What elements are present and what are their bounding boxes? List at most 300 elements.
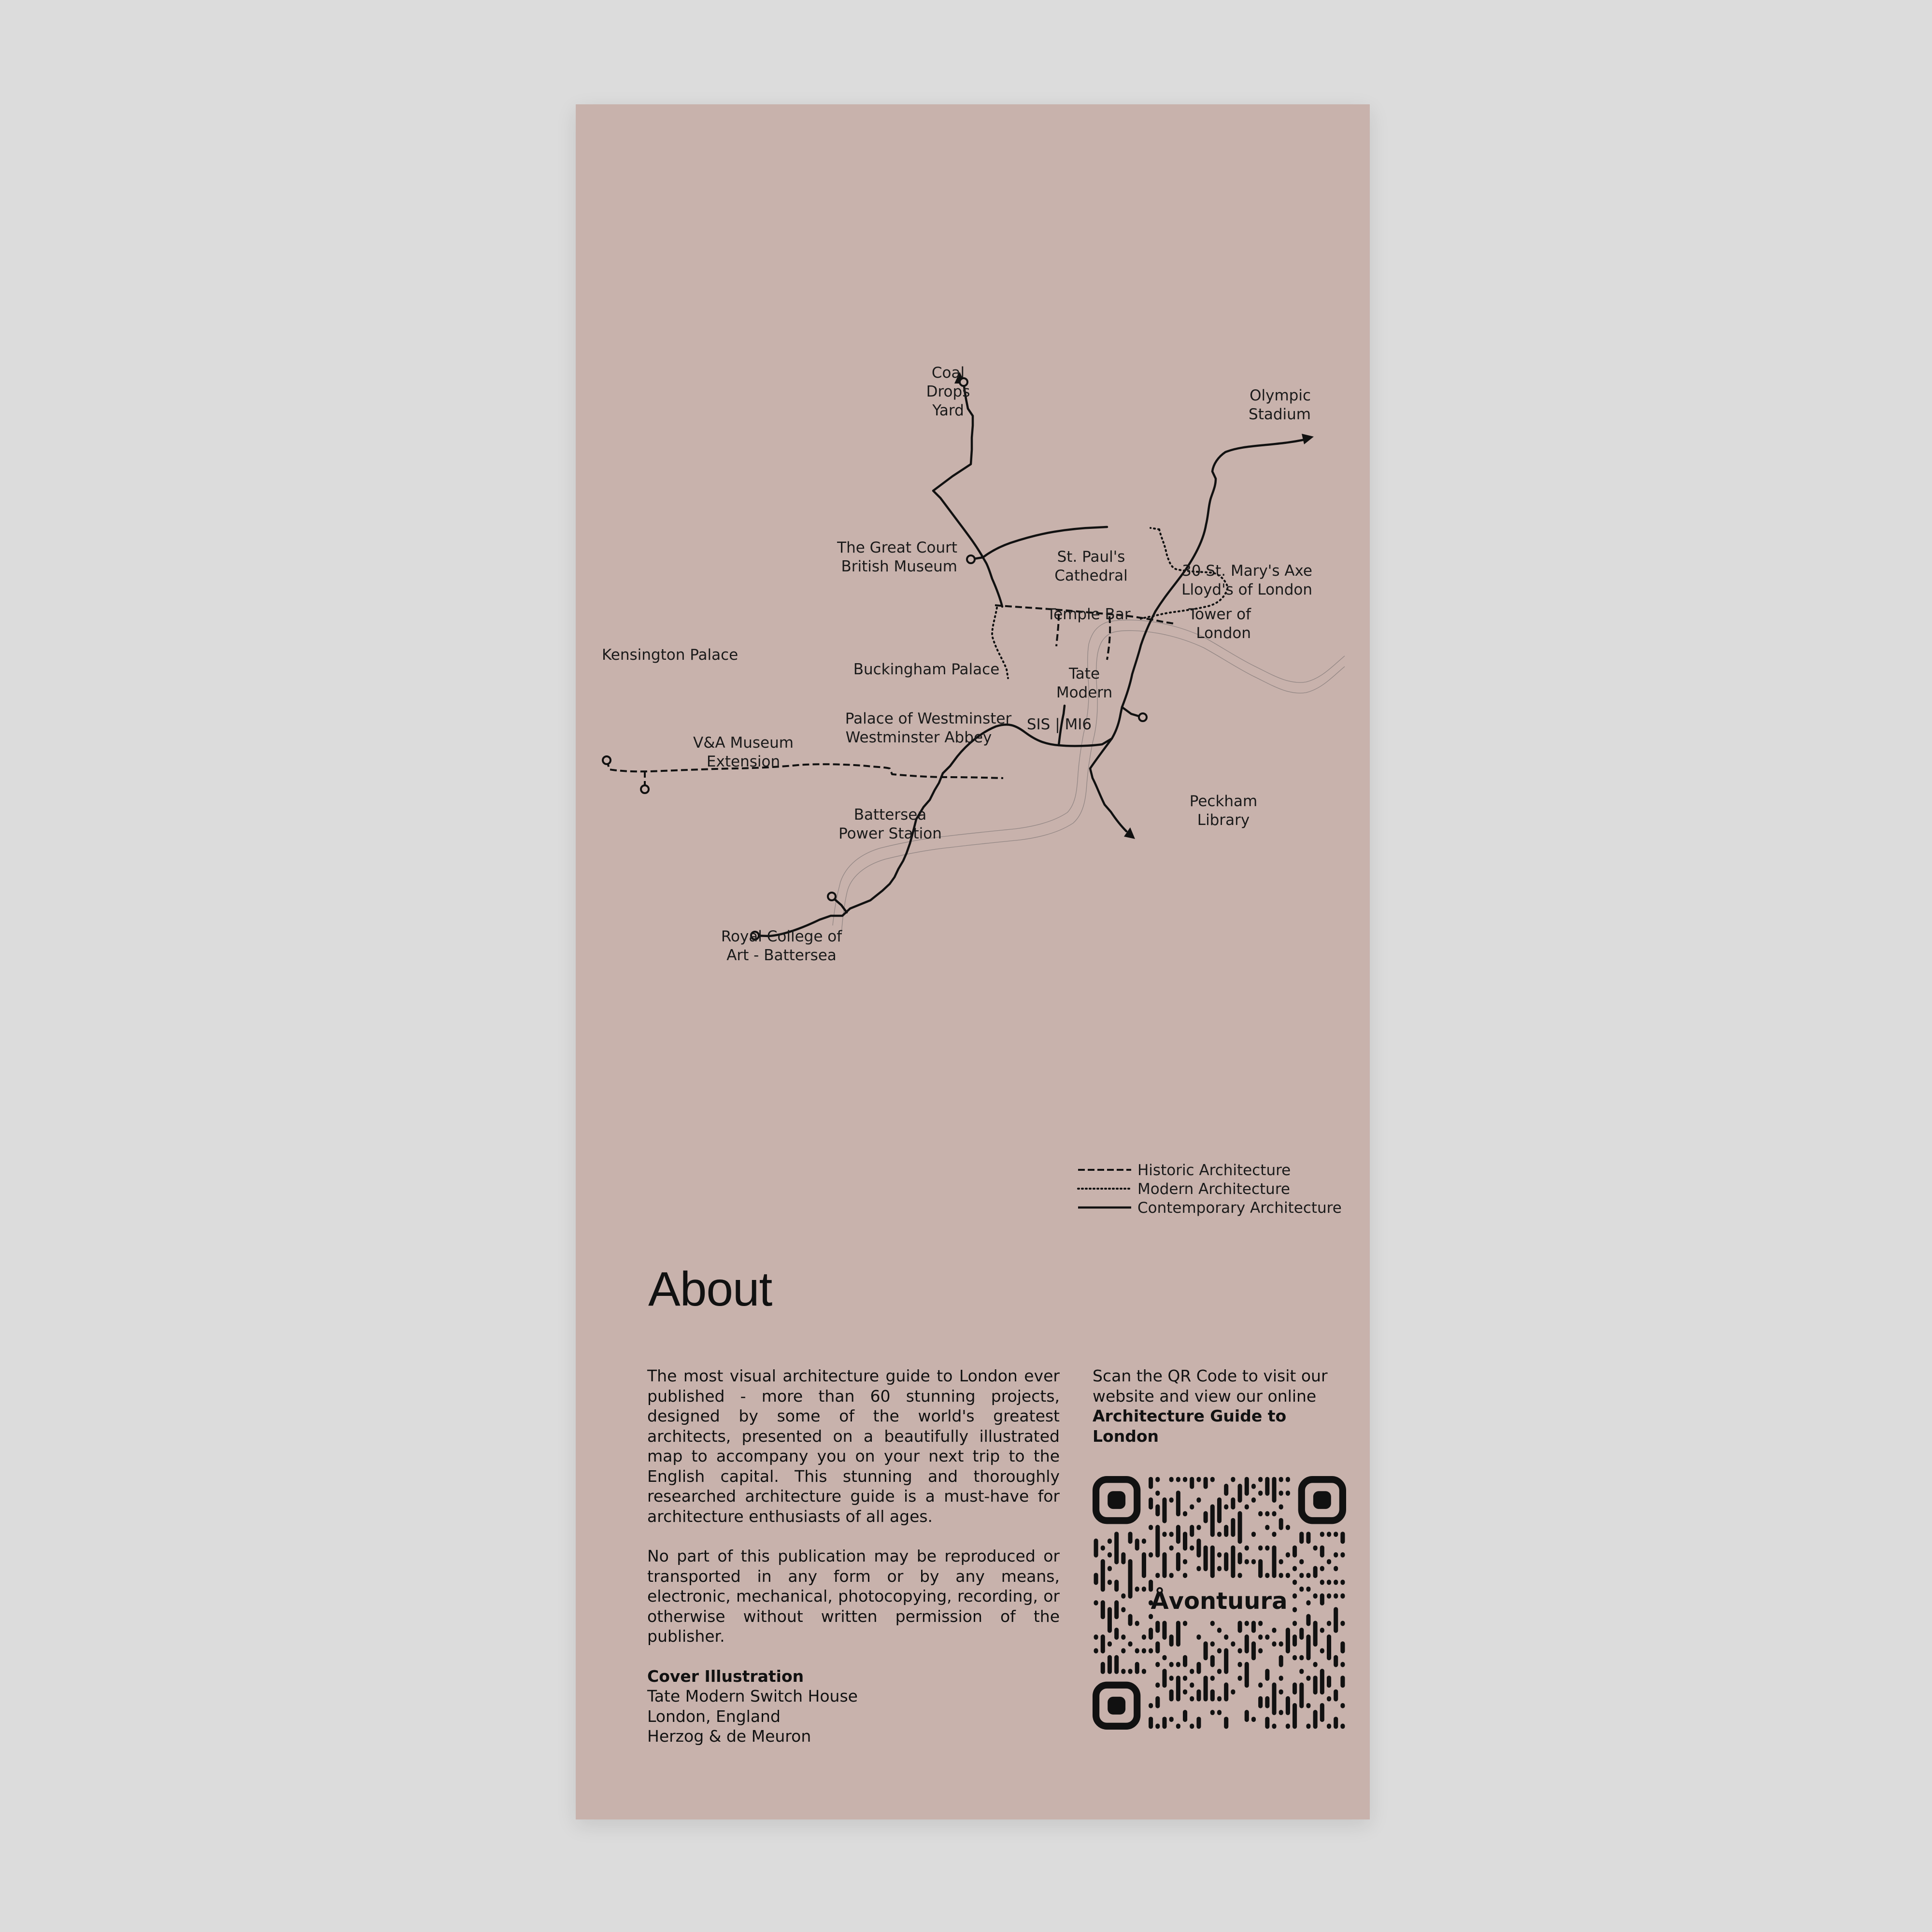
qr-module (1299, 1669, 1304, 1674)
qr-module (1162, 1532, 1166, 1537)
qr-module (1238, 1676, 1242, 1681)
qr-module (1094, 1538, 1098, 1557)
qr-module (1258, 1621, 1263, 1626)
qr-module (1135, 1538, 1139, 1550)
qr-module (1183, 1511, 1187, 1517)
qr-module (1265, 1573, 1269, 1578)
qr-module (1196, 1566, 1201, 1571)
qr-module (1121, 1607, 1125, 1612)
qr-module (1293, 1566, 1297, 1571)
qr-module (1334, 1566, 1338, 1571)
qr-module (1224, 1504, 1228, 1509)
qr-module (1101, 1600, 1105, 1619)
qr-module (1183, 1559, 1187, 1564)
qr-module (1279, 1641, 1283, 1647)
qr-module (1334, 1580, 1338, 1585)
qr-module (1258, 1491, 1263, 1496)
qr-module (1286, 1477, 1290, 1482)
qr-module (1114, 1600, 1119, 1619)
qr-module (1183, 1621, 1187, 1626)
qr-module (1293, 1634, 1297, 1647)
map-labels (602, 364, 1312, 964)
qr-module (1320, 1532, 1324, 1537)
qr-module (1142, 1587, 1146, 1592)
qr-module (1258, 1682, 1263, 1688)
qr-module (1327, 1676, 1331, 1688)
qr-module (1155, 1477, 1160, 1482)
label-peckham-2: Library (1197, 811, 1250, 829)
qr-module (1217, 1497, 1222, 1523)
qr-module (1238, 1552, 1242, 1564)
station-battersea (828, 893, 836, 900)
route-map-lines (576, 104, 1370, 1264)
qr-module (1293, 1593, 1297, 1599)
qr-module (1162, 1497, 1166, 1523)
qr-module (1265, 1717, 1269, 1729)
qr-module (1340, 1703, 1345, 1708)
qr-module (1306, 1587, 1310, 1592)
label-coal-drops-1: Coal (931, 364, 965, 382)
qr-module (1279, 1655, 1283, 1667)
qr-module (1149, 1552, 1153, 1558)
qr-module (1231, 1518, 1235, 1537)
about-text (647, 1366, 1060, 1747)
qr-module (1327, 1559, 1331, 1564)
label-sis: SIS | MI6 (1026, 716, 1092, 733)
qr-module (1265, 1525, 1269, 1530)
qr-module (1299, 1655, 1304, 1661)
qr-module (1272, 1628, 1276, 1633)
qr-module (1334, 1593, 1338, 1599)
qr-module (1210, 1504, 1215, 1537)
qr-module (1272, 1682, 1276, 1715)
about-title: About (648, 1262, 772, 1316)
label-westminster-1: Palace of Westminster (845, 710, 1012, 727)
qr-module (1190, 1525, 1194, 1537)
qr-module (1231, 1477, 1235, 1482)
label-great-court-2: British Museum (841, 558, 957, 575)
qr-module (1245, 1477, 1249, 1496)
qr-module (1190, 1477, 1194, 1489)
qr-module (1334, 1690, 1338, 1702)
qr-module (1279, 1676, 1283, 1681)
qr-module (1313, 1676, 1318, 1694)
qr-module (1286, 1696, 1290, 1715)
qr-module (1114, 1655, 1119, 1674)
label-coal-drops-2: Drops (926, 383, 970, 400)
qr-module (1286, 1628, 1290, 1653)
qr-module (1224, 1525, 1228, 1537)
qr-module (1334, 1717, 1338, 1729)
qr-module (1190, 1696, 1194, 1702)
qr-module (1272, 1477, 1276, 1503)
qr-module (1114, 1580, 1119, 1592)
qr-module (1204, 1546, 1208, 1571)
qr-module (1176, 1552, 1180, 1571)
qr-module (1279, 1491, 1283, 1496)
qr-module (1121, 1648, 1125, 1653)
qr-module (1121, 1593, 1125, 1599)
qr-module (1149, 1628, 1153, 1640)
qr-module (1190, 1724, 1194, 1729)
qr-module (1299, 1628, 1304, 1640)
qr-module (1293, 1703, 1297, 1729)
cover-line-3: Herzog & de Meuron (647, 1727, 811, 1746)
qr-module (1128, 1669, 1133, 1674)
qr-module (1279, 1559, 1283, 1564)
label-st-mary-axe-1: 30 St. Mary's Axe (1182, 562, 1312, 580)
qr-module (1101, 1559, 1105, 1592)
qr-module (1320, 1580, 1324, 1585)
qr-module (1272, 1546, 1276, 1578)
qr-brand-logo: Åvontuura (1151, 1588, 1288, 1615)
qr-module (1334, 1552, 1338, 1558)
qr-module (1162, 1717, 1166, 1729)
about-paragraph-1: The most visual architecture guide to London ever published - more than 60 stunning projects, designed by some of the world's greatest architects, presented on a beautifully illustrated map to accompany you on your next trip to the English capital. This stunning and thoroughly researched architecture guide is a must-have for architecture enthusiasts of all ages. (647, 1366, 1060, 1526)
qr-code-graphic (1093, 1476, 1346, 1730)
qr-module (1279, 1573, 1283, 1578)
qr-module (1238, 1648, 1242, 1653)
label-great-court-1: The Great Court (837, 539, 957, 556)
qr-module (1162, 1669, 1166, 1688)
qr-module (1340, 1662, 1345, 1667)
qr-module (1196, 1538, 1201, 1557)
qr-module (1196, 1497, 1201, 1503)
qr-module (1196, 1690, 1201, 1702)
station-great-court (967, 555, 975, 563)
qr-module (1265, 1546, 1269, 1551)
qr-module (1128, 1532, 1133, 1544)
qr-module (1094, 1573, 1098, 1585)
qr-module (1101, 1634, 1105, 1653)
legend-historic-label: Historic Architecture (1137, 1162, 1291, 1179)
qr-module (1183, 1690, 1187, 1695)
qr-module (1245, 1662, 1249, 1688)
legend-contemporary-label: Contemporary Architecture (1137, 1199, 1342, 1217)
qr-module (1258, 1696, 1263, 1708)
qr-module (1142, 1648, 1146, 1653)
qr-module (1306, 1614, 1310, 1626)
qr-module (1272, 1532, 1276, 1537)
qr-module (1149, 1648, 1153, 1653)
qr-module (1320, 1669, 1324, 1694)
cover-line-1: Tate Modern Switch House (647, 1687, 858, 1705)
qr-module (1306, 1724, 1310, 1729)
qr-module (1155, 1491, 1160, 1496)
qr-module (1169, 1573, 1174, 1578)
qr-module (1320, 1593, 1324, 1605)
qr-module (1299, 1573, 1304, 1578)
qr-module (1183, 1710, 1187, 1722)
qr-module (1183, 1477, 1187, 1482)
qr-module (1155, 1525, 1160, 1558)
qr-module (1279, 1690, 1283, 1695)
qr-module (1169, 1634, 1174, 1647)
qr-module (1286, 1552, 1290, 1558)
label-westminster-2: Westminster Abbey (845, 729, 992, 746)
label-battersea-2: Power Station (838, 825, 942, 842)
qr-module (1210, 1655, 1215, 1667)
qr-module (1245, 1504, 1249, 1509)
qr-module (1251, 1717, 1256, 1722)
qr-module (1313, 1593, 1318, 1599)
qr-module (1142, 1552, 1146, 1578)
qr-module (1299, 1682, 1304, 1708)
label-va-1: V&A Museum (693, 734, 794, 752)
qr-module (1340, 1621, 1345, 1626)
qr-module (1217, 1566, 1222, 1571)
label-buckingham: Buckingham Palace (853, 661, 1000, 678)
station-tower (1139, 713, 1147, 721)
qr-module (1149, 1717, 1153, 1729)
qr-module (1258, 1648, 1263, 1653)
qr-module (1142, 1634, 1146, 1640)
qr-module (1108, 1641, 1112, 1647)
qr-module (1258, 1559, 1263, 1578)
qr-module (1210, 1690, 1215, 1702)
qr-module (1238, 1511, 1242, 1544)
qr-module (1155, 1724, 1160, 1729)
qr-module (1231, 1546, 1235, 1578)
qr-module (1340, 1593, 1345, 1599)
qr-module (1217, 1648, 1222, 1653)
qr-module (1334, 1655, 1338, 1667)
qr-module (1265, 1634, 1269, 1640)
qr-module (1135, 1662, 1139, 1674)
qr-module (1340, 1552, 1345, 1558)
qr-module (1217, 1710, 1222, 1715)
qr-module (1210, 1641, 1215, 1647)
qr-module (1176, 1491, 1180, 1516)
qr-module (1210, 1477, 1215, 1482)
qr-module (1286, 1724, 1290, 1729)
qr-module (1340, 1532, 1345, 1544)
qr-module (1169, 1497, 1174, 1503)
qr-module (1101, 1546, 1105, 1551)
qr-module (1334, 1607, 1338, 1633)
qr-module (1094, 1648, 1098, 1653)
qr-module (1306, 1573, 1310, 1578)
qr-module (1293, 1621, 1297, 1626)
qr-module (1327, 1580, 1331, 1585)
qr-module (1169, 1477, 1174, 1482)
qr-module (1176, 1525, 1180, 1544)
qr-module (1183, 1573, 1187, 1578)
qr-module (1169, 1546, 1174, 1551)
qr-module (1149, 1703, 1153, 1708)
qr-module (1340, 1641, 1345, 1653)
qr-module (1217, 1552, 1222, 1558)
qr-module (1320, 1546, 1324, 1558)
qr-module (1265, 1511, 1269, 1517)
qr-module (1258, 1511, 1263, 1517)
qr-module (1313, 1621, 1318, 1647)
qr-module (1265, 1669, 1269, 1681)
about-paragraph-2: No part of this publication may be reproduced or transported in any form or by any means, electronic, mechanical, photocopying, recording, or otherwise without written permission of the publisher. (647, 1547, 1060, 1646)
qr-module (1327, 1532, 1331, 1537)
qr-module (1196, 1717, 1201, 1729)
qr-module (1265, 1696, 1269, 1708)
label-st-pauls-2: Cathedral (1054, 567, 1128, 584)
qr-module (1217, 1532, 1222, 1537)
qr-module (1224, 1634, 1228, 1640)
qr-module (1340, 1676, 1345, 1688)
qr-module (1251, 1621, 1256, 1633)
qr-module (1238, 1484, 1242, 1503)
qr-module (1155, 1504, 1160, 1516)
label-rca-1: Royal College of (721, 928, 842, 945)
qr-module (1135, 1621, 1139, 1626)
label-tate-1: Tate (1068, 665, 1100, 682)
qr-module (1142, 1669, 1146, 1674)
qr-module (1293, 1546, 1297, 1558)
label-st-pauls-1: St. Paul's (1057, 548, 1125, 566)
qr-module (1108, 1655, 1112, 1674)
qr-module (1320, 1703, 1324, 1722)
qr-module (1108, 1566, 1112, 1571)
qr-module (1258, 1634, 1263, 1640)
qr-module (1094, 1600, 1098, 1605)
qr-module (1293, 1682, 1297, 1694)
qr-module (1149, 1614, 1153, 1619)
qr-module (1210, 1621, 1215, 1626)
qr-module (1251, 1484, 1256, 1489)
qr-module (1204, 1477, 1208, 1489)
qr-module (1272, 1641, 1276, 1647)
qr-module (1155, 1621, 1160, 1633)
label-tate-2: Modern (1056, 684, 1113, 701)
qr-module (1190, 1669, 1194, 1674)
qr-module (1128, 1559, 1133, 1599)
qr-module (1128, 1641, 1133, 1647)
qr-module (1251, 1532, 1256, 1537)
qr-module (1224, 1648, 1228, 1674)
qr-module (1327, 1593, 1331, 1599)
qr-module (1183, 1676, 1187, 1681)
qr-module (1162, 1552, 1166, 1578)
label-kensington: Kensington Palace (602, 646, 739, 664)
qr-module (1094, 1634, 1098, 1640)
qr-module (1204, 1641, 1208, 1660)
qr-module (1306, 1676, 1310, 1681)
qr-module (1238, 1573, 1242, 1578)
qr-module (1224, 1682, 1228, 1701)
label-tower-2: London (1196, 625, 1251, 642)
qr-module (1272, 1511, 1276, 1517)
label-tower-1: Tower of (1188, 606, 1251, 623)
qr-module (1142, 1538, 1146, 1544)
qr-finder-inner (1313, 1491, 1331, 1509)
qr-module (1224, 1717, 1228, 1729)
qr-module (1251, 1497, 1256, 1503)
qr-module (1245, 1634, 1249, 1653)
qr-module (1183, 1532, 1187, 1550)
qr-module (1340, 1724, 1345, 1729)
qr-module (1162, 1621, 1166, 1640)
label-st-mary-axe-2: Lloyd's of London (1181, 581, 1312, 598)
qr-module (1306, 1703, 1310, 1708)
qr-module (1169, 1532, 1174, 1537)
qr-module (1155, 1682, 1160, 1688)
qr-module (1238, 1621, 1242, 1633)
qr-module (1279, 1477, 1283, 1482)
qr-code[interactable] (1093, 1476, 1346, 1730)
cover-line-2: London, England (647, 1706, 781, 1726)
qr-module (1320, 1628, 1324, 1633)
leaflet-panel (576, 104, 1370, 1819)
label-coal-drops-3: Yard (932, 402, 964, 419)
qr-module (1224, 1484, 1228, 1496)
qr-module (1190, 1682, 1194, 1688)
qr-module (1155, 1696, 1160, 1708)
label-va-2: Extension (706, 753, 781, 770)
qr-module (1196, 1525, 1201, 1530)
qr-module (1155, 1573, 1160, 1578)
qr-module (1210, 1676, 1215, 1681)
label-rca-2: Art - Battersea (726, 947, 837, 964)
qr-module (1108, 1580, 1112, 1585)
qr-module (1286, 1573, 1290, 1578)
qr-module (1245, 1710, 1249, 1722)
station-kensington (603, 756, 611, 764)
qr-module (1258, 1546, 1263, 1551)
qr-module (1313, 1710, 1318, 1729)
qr-module (1217, 1669, 1222, 1674)
qr-link-label[interactable]: Architecture Guide to London (1093, 1406, 1287, 1446)
qr-module (1149, 1497, 1153, 1509)
qr-module (1313, 1662, 1318, 1667)
qr-intro-text: Scan the QR Code to visit our website and view our online (1093, 1366, 1328, 1406)
qr-module (1101, 1662, 1105, 1674)
qr-module (1306, 1532, 1310, 1544)
qr-module (1251, 1559, 1256, 1564)
qr-module (1279, 1710, 1283, 1715)
qr-module (1204, 1676, 1208, 1701)
qr-module (1217, 1628, 1222, 1633)
qr-module (1149, 1477, 1153, 1489)
qr-module (1183, 1655, 1187, 1667)
qr-module (1340, 1580, 1345, 1585)
qr-module (1108, 1607, 1112, 1633)
qr-module (1265, 1477, 1269, 1496)
qr-module (1108, 1538, 1112, 1544)
qr-module (1320, 1648, 1324, 1653)
qr-module (1245, 1559, 1249, 1564)
qr-module (1121, 1552, 1125, 1564)
qr-module (1327, 1696, 1331, 1702)
qr-module (1210, 1710, 1215, 1715)
qr-finder-inner (1108, 1491, 1125, 1509)
qr-module (1121, 1669, 1125, 1674)
qr-module (1279, 1504, 1283, 1509)
qr-module (1169, 1676, 1174, 1681)
qr-module (1196, 1662, 1201, 1674)
qr-module (1169, 1662, 1174, 1667)
qr-module (1176, 1724, 1180, 1729)
qr-module (1279, 1518, 1283, 1530)
qr-module (1176, 1621, 1180, 1647)
qr-module (1135, 1587, 1139, 1592)
qr-module (1293, 1607, 1297, 1612)
qr-module (1251, 1641, 1256, 1660)
label-peckham-1: Peckham (1189, 793, 1258, 810)
legend-modern-label: Modern Architecture (1137, 1180, 1290, 1198)
station-va (641, 785, 649, 793)
cover-illustration-title: Cover Illustration (647, 1666, 804, 1686)
qr-module (1196, 1477, 1201, 1482)
qr-module (1293, 1580, 1297, 1585)
qr-module (1114, 1628, 1119, 1640)
